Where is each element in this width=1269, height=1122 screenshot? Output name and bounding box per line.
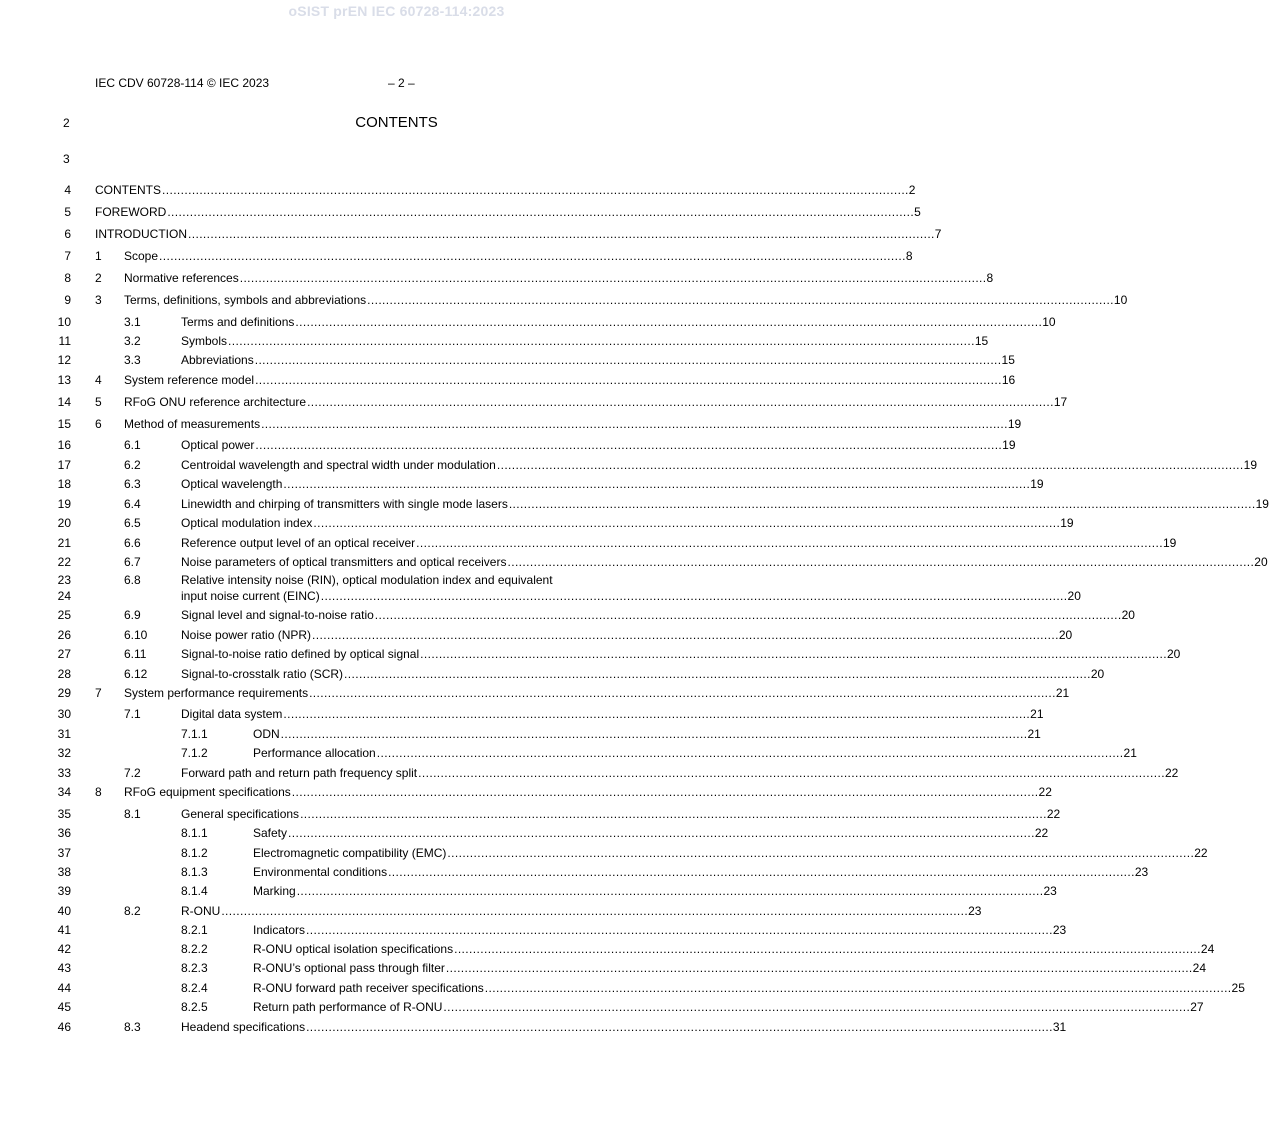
page-reference: 24 <box>1200 942 1215 956</box>
line-number: 26 <box>57 628 71 642</box>
line-number: 6 <box>64 227 71 241</box>
line-number: 14 <box>57 395 71 409</box>
dot-leader: ........................................................................................................................................................................................................ <box>296 884 1044 898</box>
page-reference: 22 <box>1164 766 1179 780</box>
section-title: Symbols <box>181 334 228 348</box>
page-reference: 20 <box>1121 608 1135 622</box>
dot-leader: ........................................................................................................................................................................................................ <box>309 686 1056 700</box>
section-number: 6.3 <box>124 477 141 491</box>
section-number: 6.2 <box>124 458 141 472</box>
section-number: 5 <box>95 395 102 409</box>
page-reference: 2 <box>908 183 916 197</box>
line-number: 18 <box>57 477 71 491</box>
page-title: CONTENTS <box>355 114 438 131</box>
dot-leader: ........................................................................................................................................................................................................ <box>162 183 909 197</box>
dot-leader: ........................................................................................................................................................................................................ <box>420 647 1167 661</box>
dot-leader: ........................................................................................................................................................................................................ <box>496 458 1244 472</box>
toc-entry[interactable] <box>0 765 1179 781</box>
section-title: Optical modulation index <box>181 516 313 530</box>
toc-entry[interactable] <box>0 352 1015 368</box>
section-number: 8.2.5 <box>181 1000 208 1014</box>
dot-leader: ........................................................................................................................................................................................................ <box>283 477 1031 491</box>
dot-leader: ........................................................................................................................................................................................................ <box>228 334 975 348</box>
section-title: Optical power <box>181 438 255 452</box>
line-number: 19 <box>57 497 71 511</box>
dot-leader: ........................................................................................................................................................................................................ <box>288 826 1035 840</box>
section-number: 3.2 <box>124 334 141 348</box>
dot-leader: ........................................................................................................................................................................................................ <box>295 315 1043 329</box>
section-title: Centroidal wavelength and spectral width under modulation <box>181 458 496 472</box>
line-number: 33 <box>57 766 71 780</box>
line-number: 34 <box>57 785 71 799</box>
line-number: 40 <box>57 904 71 918</box>
line-number: 17 <box>57 458 71 472</box>
section-number: 7 <box>95 686 102 700</box>
page-reference: 21 <box>1030 707 1044 721</box>
section-title: Signal-to-crosstalk ratio (SCR) <box>181 667 344 681</box>
dot-leader: ........................................................................................................................................................................................................ <box>261 417 1008 431</box>
section-title: Reference output level of an optical receiver <box>181 536 416 550</box>
dot-leader: ........................................................................................................................................................................................................ <box>280 727 1028 741</box>
line-number: 28 <box>57 667 71 681</box>
toc-entry[interactable] <box>0 706 1044 722</box>
section-title: Indicators <box>253 923 306 937</box>
section-title: Linewidth and chirping of transmitters with single mode lasers <box>181 497 508 511</box>
toc-entry[interactable] <box>0 437 1016 453</box>
dot-leader: ........................................................................................................................................................................................................ <box>484 981 1232 995</box>
toc-entry[interactable] <box>0 607 1135 623</box>
page-reference: 21 <box>1027 727 1041 741</box>
section-title: Signal-to-noise ratio defined by optical signal <box>181 647 420 661</box>
section-title: Noise parameters of optical transmitters and optical receivers <box>181 555 507 569</box>
section-number: 2 <box>95 271 102 285</box>
dot-leader: ........................................................................................................................................................................................................ <box>367 293 1114 307</box>
toc-entry[interactable] <box>0 226 942 242</box>
line-number: 7 <box>64 249 71 263</box>
page-reference: 19 <box>1162 536 1177 550</box>
section-number: 1 <box>95 249 102 263</box>
page-reference: 23 <box>968 904 982 918</box>
line-number: 8 <box>64 271 71 285</box>
toc-entry[interactable] <box>0 182 916 198</box>
page-reference: 15 <box>974 334 989 348</box>
dot-leader: ........................................................................................................................................................................................................ <box>454 942 1201 956</box>
dot-leader: ........................................................................................................................................................................................................ <box>306 923 1053 937</box>
dot-leader: ........................................................................................................................................................................................................ <box>374 608 1122 622</box>
line-number: 3 <box>63 152 70 166</box>
page-reference: 15 <box>1001 353 1015 367</box>
section-number: 6.4 <box>124 497 141 511</box>
toc-entry[interactable] <box>0 960 1207 976</box>
page-number: – 2 – <box>388 76 415 90</box>
section-title: Terms and definitions <box>181 315 295 329</box>
section-number: 7.1.2 <box>181 746 208 760</box>
dot-leader: ........................................................................................................................................................................................................ <box>291 785 1039 799</box>
section-number: 6.6 <box>124 536 141 550</box>
toc-entry[interactable] <box>0 999 1204 1015</box>
line-number: 2 <box>63 116 70 130</box>
page-reference: 20 <box>1067 589 1081 603</box>
section-number: 8.2.1 <box>181 923 208 937</box>
section-title: Performance allocation <box>253 746 376 760</box>
dot-leader: ........................................................................................................................................................................................................ <box>508 497 1256 511</box>
page-reference: 23 <box>1134 865 1149 879</box>
toc-entry[interactable] <box>0 204 921 220</box>
toc-entry[interactable] <box>0 394 1068 410</box>
section-number: 6.9 <box>124 608 141 622</box>
section-number: 8 <box>95 785 102 799</box>
line-number: 22 <box>57 555 71 569</box>
line-number: 15 <box>57 417 71 431</box>
line-number: 23 <box>57 573 71 587</box>
section-number: 8.2.4 <box>181 981 208 995</box>
section-title: General specifications <box>181 807 300 821</box>
toc-entry[interactable] <box>0 535 1177 551</box>
section-number: 8.1.2 <box>181 846 208 860</box>
toc-entry[interactable] <box>0 941 1215 957</box>
line-number: 16 <box>57 438 71 452</box>
section-title: RFoG ONU reference architecture <box>124 395 307 409</box>
section-number: 3.3 <box>124 353 141 367</box>
page-reference: 19 <box>1030 477 1044 491</box>
toc-entry[interactable] <box>0 825 1049 841</box>
section-number: 6.1 <box>124 438 141 452</box>
page-reference: 17 <box>1053 395 1068 409</box>
page-reference: 23 <box>1052 923 1067 937</box>
dot-leader: ........................................................................................................................................................................................................ <box>388 865 1135 879</box>
section-title: R-ONU’s optional pass through filter <box>253 961 445 975</box>
page-reference: 8 <box>986 271 994 285</box>
section-title: Electromagnetic compatibility (EMC) <box>253 846 447 860</box>
line-number: 29 <box>57 686 71 700</box>
line-number: 24 <box>57 589 71 603</box>
toc-entry[interactable] <box>0 270 994 286</box>
section-title: Abbreviations <box>181 353 254 367</box>
line-number: 5 <box>64 205 71 219</box>
page-reference: 31 <box>1052 1020 1067 1034</box>
toc-entry[interactable] <box>0 745 1137 761</box>
toc-entry[interactable] <box>0 554 1268 570</box>
dot-leader: ........................................................................................................................................................................................................ <box>344 667 1091 681</box>
dot-leader: ........................................................................................................................................................................................................ <box>221 904 969 918</box>
section-title: Signal level and signal-to-noise ratio <box>181 608 374 622</box>
line-number: 21 <box>57 536 71 550</box>
line-number: 30 <box>57 707 71 721</box>
page-reference: 22 <box>1046 807 1061 821</box>
line-number: 41 <box>57 923 71 937</box>
toc-entry[interactable] <box>0 806 1061 822</box>
section-title: Marking <box>253 884 296 898</box>
toc-entry[interactable] <box>0 922 1067 938</box>
section-number: 6.7 <box>124 555 141 569</box>
page-reference: 19 <box>1243 458 1258 472</box>
line-number: 35 <box>57 807 71 821</box>
section-number: 8.3 <box>124 1020 141 1034</box>
line-number: 42 <box>57 942 71 956</box>
toc-entry[interactable] <box>0 883 1057 899</box>
section-title: Method of measurements <box>124 417 261 431</box>
watermark: oSIST prEN IEC 60728-114:2023 <box>288 3 505 19</box>
section-title: Digital data system <box>181 707 283 721</box>
toc-entry[interactable] <box>0 416 1022 432</box>
dot-leader: ........................................................................................................................................................................................................ <box>300 807 1047 821</box>
dot-leader: ........................................................................................................................................................................................................ <box>376 746 1124 760</box>
page-reference: 7 <box>934 227 942 241</box>
toc-entry[interactable] <box>0 457 1258 473</box>
toc-entry[interactable] <box>0 864 1149 880</box>
line-number: 45 <box>57 1000 71 1014</box>
dot-leader: ........................................................................................................................................................................................................ <box>418 766 1165 780</box>
section-number: 6.8 <box>124 573 141 587</box>
page-reference: 20 <box>1090 667 1105 681</box>
line-number: 31 <box>57 727 71 741</box>
dot-leader: ........................................................................................................................................................................................................ <box>306 1020 1053 1034</box>
dot-leader: ........................................................................................................................................................................................................ <box>416 536 1163 550</box>
page-reference: 21 <box>1055 686 1070 700</box>
dot-leader: ........................................................................................................................................................................................................ <box>313 516 1061 530</box>
dot-leader: ........................................................................................................................................................................................................ <box>307 395 1054 409</box>
section-number: 8.1.1 <box>181 826 208 840</box>
toc-entry[interactable] <box>0 314 1056 330</box>
section-number: 7.2 <box>124 766 141 780</box>
line-number: 11 <box>58 334 71 348</box>
section-title: Return path performance of R-ONU <box>253 1000 443 1014</box>
toc-entry[interactable] <box>0 646 1181 662</box>
section-title: Noise power ratio (NPR) <box>181 628 312 642</box>
line-number: 9 <box>64 293 71 307</box>
section-title: Normative references <box>124 271 239 285</box>
section-number: 7.1.1 <box>181 727 208 741</box>
document-header: IEC CDV 60728-114 © IEC 2023 <box>95 76 270 90</box>
toc-entry[interactable] <box>0 845 1208 861</box>
line-number: 10 <box>57 315 71 329</box>
line-number: 12 <box>57 353 71 367</box>
line-number: 43 <box>57 961 71 975</box>
page-reference: 24 <box>1192 961 1207 975</box>
toc-entry[interactable] <box>0 372 1016 388</box>
section-title: Relative intensity noise (RIN), optical modulation index and equivalent <box>181 573 553 587</box>
dot-leader: ........................................................................................................................................................................................................ <box>283 707 1031 721</box>
dot-leader: ........................................................................................................................................................................................................ <box>255 373 1002 387</box>
page-reference: 10 <box>1042 315 1056 329</box>
line-number: 20 <box>57 516 71 530</box>
section-number: 8.1.3 <box>181 865 208 879</box>
toc-entry[interactable] <box>0 685 1070 701</box>
dot-leader: ........................................................................................................................................................................................................ <box>312 628 1059 642</box>
section-number: 3 <box>95 293 102 307</box>
dot-leader: ........................................................................................................................................................................................................ <box>188 227 935 241</box>
line-number: 39 <box>57 884 71 898</box>
toc-entry[interactable] <box>0 292 1128 308</box>
section-title: ODN <box>253 727 280 741</box>
section-number: 4 <box>95 373 102 387</box>
dot-leader: ........................................................................................................................................................................................................ <box>254 353 1002 367</box>
toc-entry[interactable] <box>0 572 1081 604</box>
section-number: 8.1 <box>124 807 141 821</box>
line-number: 37 <box>57 846 71 860</box>
dot-leader: ........................................................................................................................................................................................................ <box>320 589 1068 603</box>
page-reference: 19 <box>1255 497 1269 511</box>
page-reference: 8 <box>905 249 913 263</box>
section-title: Environmental conditions <box>253 865 388 879</box>
page-reference: 21 <box>1123 746 1137 760</box>
line-number: 36 <box>57 826 71 840</box>
section-number: 8.2.2 <box>181 942 208 956</box>
page-reference: 27 <box>1190 1000 1204 1014</box>
page-reference: 25 <box>1231 981 1245 995</box>
toc-entry[interactable] <box>0 627 1073 643</box>
page-reference: 20 <box>1254 555 1268 569</box>
section-number: 6.5 <box>124 516 141 530</box>
section-number: 6.11 <box>124 647 147 661</box>
toc-entry[interactable] <box>0 666 1105 682</box>
section-number: 6.12 <box>124 667 148 681</box>
dot-leader: ........................................................................................................................................................................................................ <box>167 205 915 219</box>
section-number: 6.10 <box>124 628 148 642</box>
line-number: 38 <box>57 865 71 879</box>
line-number: 25 <box>57 608 71 622</box>
dot-leader: ........................................................................................................................................................................................................ <box>255 438 1003 452</box>
section-title: FOREWORD <box>95 205 167 219</box>
page-reference: 20 <box>1166 647 1181 661</box>
section-number: 3.1 <box>124 315 141 329</box>
section-title: R-ONU optical isolation specifications <box>253 942 454 956</box>
section-title: Headend specifications <box>181 1020 306 1034</box>
line-number: 32 <box>57 746 71 760</box>
page-reference: 20 <box>1058 628 1073 642</box>
dot-leader: ........................................................................................................................................................................................................ <box>239 271 987 285</box>
page-reference: 22 <box>1038 785 1052 799</box>
section-title: R-ONU forward path receiver specifications <box>253 981 484 995</box>
toc-entry[interactable] <box>0 476 1044 492</box>
toc-entry[interactable] <box>0 980 1245 996</box>
page-reference: 10 <box>1113 293 1128 307</box>
section-title: input noise current (EINC) <box>181 589 320 603</box>
toc-entry[interactable] <box>0 515 1074 531</box>
line-number: 46 <box>57 1020 71 1034</box>
section-number: 6 <box>95 417 102 431</box>
section-title: Terms, definitions, symbols and abbreviations <box>124 293 367 307</box>
line-number: 27 <box>57 647 71 661</box>
toc-entry[interactable] <box>0 248 913 264</box>
section-title: Safety <box>253 826 288 840</box>
section-title: Optical wavelength <box>181 477 283 491</box>
toc-entry[interactable] <box>0 726 1041 742</box>
dot-leader: ........................................................................................................................................................................................................ <box>447 846 1195 860</box>
dot-leader: ........................................................................................................................................................................................................ <box>443 1000 1191 1014</box>
section-number: 8.2 <box>124 904 141 918</box>
page-reference: 23 <box>1043 884 1057 898</box>
toc-entry[interactable] <box>0 496 1269 512</box>
section-number: 7.1 <box>124 707 141 721</box>
dot-leader: ........................................................................................................................................................................................................ <box>507 555 1255 569</box>
section-title: Forward path and return path frequency split <box>181 766 418 780</box>
toc-entry[interactable] <box>0 333 989 349</box>
line-number: 13 <box>57 373 71 387</box>
section-title: R-ONU <box>181 904 221 918</box>
page-reference: 22 <box>1034 826 1049 840</box>
dot-leader: ........................................................................................................................................................................................................ <box>445 961 1193 975</box>
line-number: 44 <box>57 981 71 995</box>
section-title: System performance requirements <box>124 686 309 700</box>
page-reference: 16 <box>1001 373 1016 387</box>
page-reference: 22 <box>1194 846 1208 860</box>
section-title: RFoG equipment specifications <box>124 785 291 799</box>
page-reference: 19 <box>1007 417 1022 431</box>
section-title: INTRODUCTION <box>95 227 187 241</box>
section-number: 8.2.3 <box>181 961 208 975</box>
toc-entry[interactable] <box>0 1019 1067 1035</box>
section-title: CONTENTS <box>95 183 161 197</box>
toc-entry[interactable] <box>0 784 1052 800</box>
section-number: 8.1.4 <box>181 884 208 898</box>
section-title: Scope <box>124 249 159 263</box>
dot-leader: ........................................................................................................................................................................................................ <box>159 249 906 263</box>
line-number: 4 <box>64 183 71 197</box>
toc-entry[interactable] <box>0 903 982 919</box>
page-reference: 5 <box>914 205 921 219</box>
page-reference: 19 <box>1060 516 1074 530</box>
page-reference: 19 <box>1002 438 1016 452</box>
section-title: System reference model <box>124 373 255 387</box>
